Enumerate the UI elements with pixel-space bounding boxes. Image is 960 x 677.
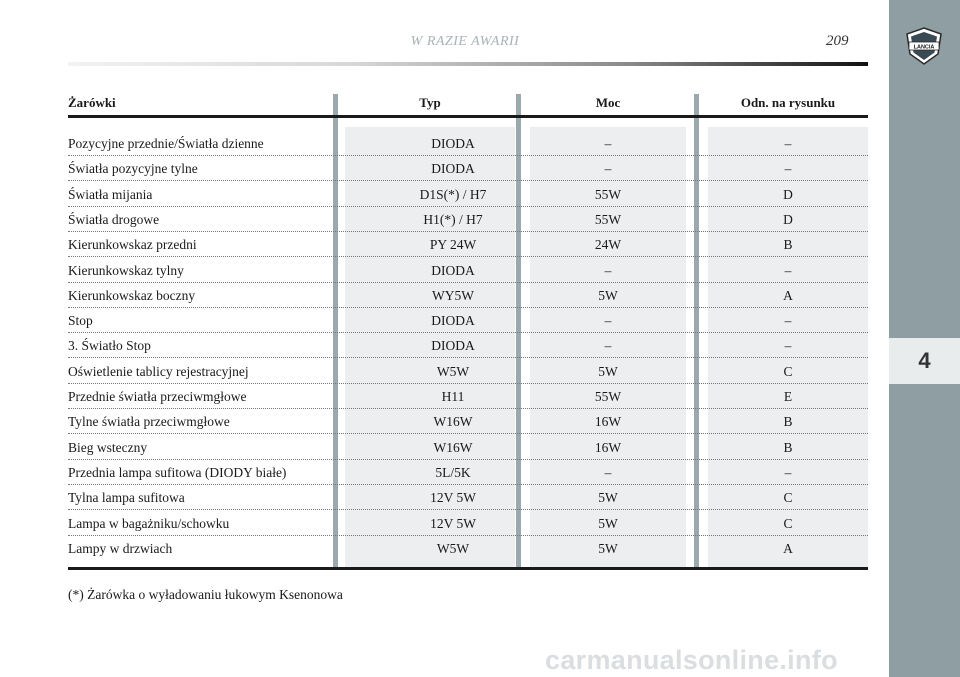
figure-ref-cell: D xyxy=(783,186,793,202)
bulb-name-cell: Kierunkowskaz tylny xyxy=(68,262,184,278)
bulb-name-cell: Światła drogowe xyxy=(68,211,160,227)
figure-ref-cell: – xyxy=(784,338,792,354)
bulb-name-cell: Stop xyxy=(68,313,93,329)
header-ref: Odn. na rysunku xyxy=(740,95,836,110)
bulb-type-cell: W16W xyxy=(433,414,473,430)
bulb-power-cell: 55W xyxy=(594,186,622,202)
bulb-name-cell: Kierunkowskaz przedni xyxy=(68,237,197,253)
header-underline xyxy=(68,115,868,118)
header-rule xyxy=(68,62,868,66)
bulb-name-cell: Pozycyjne przednie/Światła dzienne xyxy=(68,136,264,151)
bulb-name-cell: Tylne światła przeciwmgłowe xyxy=(68,414,230,430)
table-row xyxy=(68,511,868,536)
bulb-name-cell: Kierunkowskaz boczny xyxy=(68,287,196,303)
bulb-type-cell: 12V 5W xyxy=(430,490,476,506)
bulb-type-cell: DIODA xyxy=(431,338,475,354)
figure-ref-cell: – xyxy=(784,161,792,177)
header-bulbs: Żarówki xyxy=(68,95,116,110)
bulb-power-cell: 16W xyxy=(594,414,622,430)
figure-ref-cell: C xyxy=(783,490,793,506)
bulb-name-cell: Przednia lampa sufitowa (DIODY białe) xyxy=(68,464,287,480)
table-row xyxy=(68,207,868,232)
bulb-name-cell: Bieg wsteczny xyxy=(68,439,148,455)
figure-ref-cell: B xyxy=(783,414,793,430)
table-row xyxy=(68,409,868,434)
bulb-type-cell: D1S(*) / H7 xyxy=(419,186,487,202)
figure-ref-cell: C xyxy=(783,515,793,531)
bulb-power-cell: – xyxy=(604,262,612,278)
table-row xyxy=(68,156,868,181)
watermark: carmanualsonline.info xyxy=(545,645,838,675)
bulb-power-cell: – xyxy=(604,464,612,480)
bulb-type-cell: W16W xyxy=(433,439,473,455)
figure-ref-cell: B xyxy=(783,439,793,455)
table-row xyxy=(68,460,868,485)
header-power: Moc xyxy=(595,95,621,110)
table-row xyxy=(68,333,868,358)
bulb-type-cell: W5W xyxy=(436,363,470,379)
page-number: 209 xyxy=(826,33,849,49)
table-row xyxy=(68,435,868,460)
bulb-type-cell: H11 xyxy=(441,389,465,404)
bulb-power-cell: 24W xyxy=(594,237,622,253)
table-row xyxy=(68,232,868,257)
figure-ref-cell: A xyxy=(783,287,793,303)
bulb-power-cell: 5W xyxy=(598,490,618,506)
bulb-power-cell: – xyxy=(604,136,612,151)
bulb-type-cell: WY5W xyxy=(432,287,474,303)
figure-ref-cell: E xyxy=(783,389,793,404)
figure-ref-cell: – xyxy=(784,313,792,329)
lancia-logo-icon xyxy=(904,26,944,66)
bulb-name-cell: Lampa w bagażniku/schowku xyxy=(68,515,230,531)
figure-ref-cell: C xyxy=(783,363,793,379)
bulb-name-cell: Światła pozycyjne tylne xyxy=(68,161,198,177)
table-row xyxy=(68,384,868,409)
bulb-name-cell: 3. Światło Stop xyxy=(68,338,151,354)
bulb-name-cell: Oświetlenie tablicy rejestracyjnej xyxy=(68,363,249,379)
figure-ref-cell: A xyxy=(783,540,793,556)
bulb-power-cell: 5W xyxy=(598,287,618,303)
table-row xyxy=(68,283,868,308)
section-title: W RAZIE AWARII xyxy=(410,34,520,49)
bulb-power-cell: 5W xyxy=(598,515,618,531)
footnote: (*) Żarówka o wyładowaniu łukowym Ksenonowa xyxy=(68,587,343,602)
bulb-type-cell: DIODA xyxy=(431,313,475,329)
chapter-tab[interactable]: 4 xyxy=(889,338,960,384)
bulb-type-cell: DIODA xyxy=(431,136,475,151)
bulb-type-cell: H1(*) / H7 xyxy=(423,211,483,227)
bulb-power-cell: 55W xyxy=(594,389,622,404)
bulb-name-cell: Tylna lampa sufitowa xyxy=(68,490,185,506)
table-row xyxy=(68,485,868,510)
table-row xyxy=(68,536,868,561)
figure-ref-cell: B xyxy=(783,237,793,253)
bulb-name-cell: Przednie światła przeciwmgłowe xyxy=(68,389,247,404)
bulb-type-cell: PY 24W xyxy=(429,237,477,253)
bulb-type-cell: 5L/5K xyxy=(435,464,471,480)
table-row xyxy=(68,131,868,156)
figure-ref-cell: – xyxy=(784,136,792,151)
header-type: Typ xyxy=(419,95,441,110)
figure-ref-cell: D xyxy=(783,211,793,227)
bulb-type-cell: DIODA xyxy=(431,262,475,278)
table-row xyxy=(68,182,868,207)
bulb-power-cell: 5W xyxy=(598,540,618,556)
table-bottom-rule xyxy=(68,567,868,570)
logo-text: LANCIA xyxy=(913,44,935,51)
bulb-power-cell: 16W xyxy=(594,439,622,455)
table-row xyxy=(68,359,868,384)
figure-ref-cell: – xyxy=(784,262,792,278)
table-row xyxy=(68,258,868,283)
bulb-power-cell: – xyxy=(604,161,612,177)
bulb-type-cell: DIODA xyxy=(431,161,475,177)
bulb-power-cell: 5W xyxy=(598,363,618,379)
bulb-power-cell: 55W xyxy=(594,211,622,227)
bulb-power-cell: – xyxy=(604,338,612,354)
bulb-type-cell: W5W xyxy=(436,540,470,556)
bulb-name-cell: Lampy w drzwiach xyxy=(68,540,173,556)
bulb-power-cell: – xyxy=(604,313,612,329)
table-row xyxy=(68,308,868,333)
figure-ref-cell: – xyxy=(784,464,792,480)
bulb-name-cell: Światła mijania xyxy=(68,186,153,202)
bulb-type-cell: 12V 5W xyxy=(430,515,476,531)
